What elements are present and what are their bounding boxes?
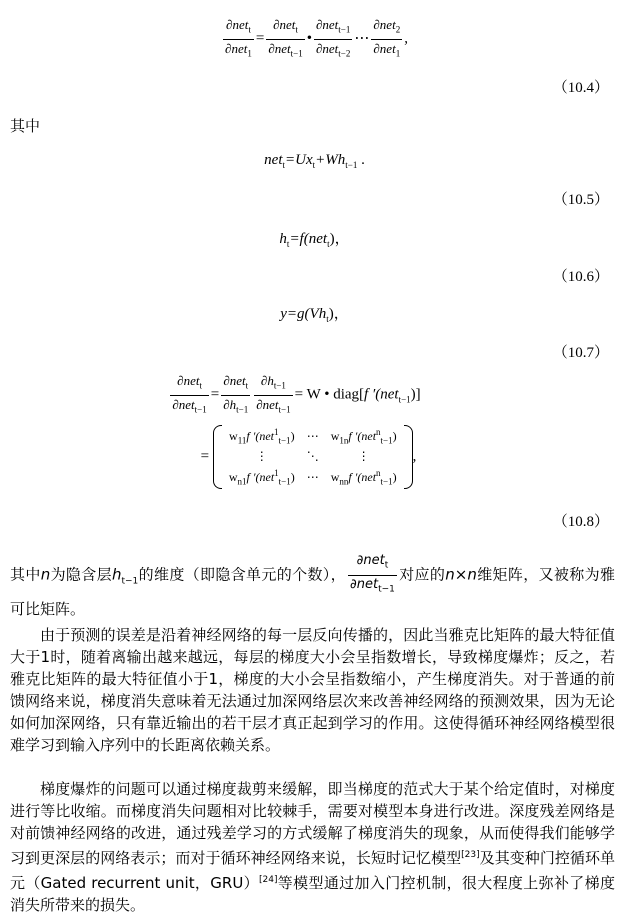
fraction: $\frac{\partial net_{t-1}}{\partial net_{t-2}}$	[315, 17, 351, 59]
paragraph-text: 其中	[10, 117, 41, 135]
equation-10-8-line1: $\frac{\partial net_t}{\partial net_{t-1}}$ = $\frac{\partial net_t}{\partial h_{t-1}}$ $\frac{\partial h_{t-1}}{\partial net_{t-1}}$ = W • diag[f ′(net$_{t-1}$)]	[0, 372, 609, 418]
equation-number: （10.7）	[552, 345, 609, 361]
equation-10-4: $\frac{\partial net_t}{\partial net_1}$ = $\frac{\partial net_t}{\partial net_{t-1}}$ • $\frac{\partial net_{t-1}}{\partial net_{t-2}}$ ⋯ $\frac{\partial net_2}{\partial net_1}$ ,	[0, 16, 629, 62]
equation-10-7: $y=g(Vh_t)$，	[280, 306, 349, 324]
fraction: $\frac{\partial net_t}{\partial net_{t-1}}$	[350, 553, 395, 595]
equation-number: （10.5）	[552, 192, 609, 208]
fraction: $\frac{\partial net_t}{\partial net_1}$	[225, 17, 252, 59]
equation-10-8-matrix: = $w_{11}f$ ′(net$^1_{t-1}$) ⋯ $w_{1n}f$ ′(net$^n_{t-1}$) ⋮ ⋱ ⋮ $w_{n1}f$ ′(net$^1_{t-1}$) ⋯ $w_{nn}f$ ′(net$^n_{t-1}$) ,	[200, 427, 417, 487]
fraction: $\frac{\partial net_t}{\partial net_{t-1}}$	[172, 373, 207, 415]
citation: [23]	[461, 850, 480, 860]
fraction: $\frac{\partial net_2}{\partial net_1}$	[373, 17, 401, 59]
equation-10-6: $h_t=f(net_t)$，	[279, 231, 350, 249]
paragraph-gradient-solutions: 梯度爆炸的问题可以通过梯度裁剪来缓解，即当梯度的范式大于某个给定值时，对梯度进行等比收缩。而梯度消失问题相对比较棘手，需要对模型本身进行改进。深度残差网络是对前馈神经网络的改进，通过残差学习的方式缓解了梯度消失的现象，从而使得我们能够学习到更深层的网络表示；而对于循环神经网络来说，长短时记忆模型[23]及其变种门控循环单元（Gated recurrent unit，GRU）[24]等模型通过加入门控机制，很大程度上弥补了梯度消失所带来的损失。	[10, 780, 615, 914]
equation-number: （10.4）	[552, 80, 609, 96]
equation-number: （10.8）	[552, 514, 609, 530]
fraction: $\frac{\partial net_t}{\partial net_{t-1}}$	[268, 17, 303, 59]
paragraph-jacobian: 其中n为隐含层$h_{t-1}$的维度（即隐含单元的个数）， $\frac{\partial net_t}{\partial net_{t-1}}$ 对应的n×n维矩阵，又被称为雅可比矩阵。	[10, 553, 615, 619]
equation-number: （10.6）	[552, 269, 609, 285]
equation-10-5: $net_t=Ux_t+Wh_{t-1}$ .	[264, 152, 365, 170]
jacobian-matrix: $w_{11}f$ ′(net$^1_{t-1}$) ⋯ $w_{1n}f$ ′(net$^n_{t-1}$) ⋮ ⋱ ⋮ $w_{n1}f$ ′(net$^1_{t-1}$) ⋯ $w_{nn}f$ ′(net$^n_{t-1}$)	[213, 425, 413, 489]
paragraph-gradient-explanation: 由于预测的误差是沿着神经网络的每一层反向传播的，因此当雅克比矩阵的最大特征值大于1时，随着离输出越来越远，每层的梯度大小会呈指数增长，导致梯度爆炸；反之，若雅克比矩阵的最大特征值小于1，梯度的大小会呈指数缩小，产生梯度消失。对于普通的前馈网络来说，梯度消失意味着无法通过加深网络层次来改善神经网络的预测效果，因为无论如何加深网络，只有靠近输出的若干层才真正起到学习的作用。这使得循环神经网络模型很难学习到输入序列中的长距离依赖关系。	[10, 626, 615, 754]
fraction: $\frac{\partial h_{t-1}}{\partial net_{t-1}}$	[256, 373, 291, 415]
citation: [24]	[258, 875, 278, 885]
fraction: $\frac{\partial net_t}{\partial h_{t-1}}$	[223, 373, 249, 415]
